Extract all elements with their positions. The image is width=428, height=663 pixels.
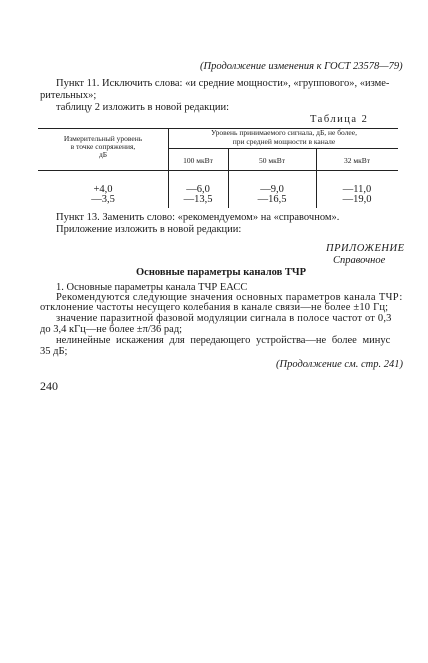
table-cell: +4,0 (93, 184, 113, 195)
body-line-5: до 3,4 кГц—не более ±π/36 рад; (40, 324, 183, 335)
para13-line1: Пункт 13. Заменить слово: «рекомендуемом» на «справочном». (56, 212, 340, 223)
table-cell: —11,0 (342, 184, 372, 195)
appendix-subtitle: Справочное (333, 255, 386, 266)
group-header-line2: при средней мощности в канале (232, 137, 336, 146)
body-line-7: 35 дБ; (40, 346, 68, 357)
table-subheader-rule (168, 148, 398, 149)
para11-line2: рительных»; (40, 90, 97, 101)
body-line-3: отклонение частоты несущего колебания в канале связи—не более ±10 Гц; (40, 302, 389, 313)
appendix-title: ПРИЛОЖЕНИЕ (326, 243, 405, 254)
header-continuation: (Продолжение изменения к ГОСТ 23578—79) (200, 61, 403, 72)
table-cell: —9,0 (260, 184, 284, 195)
subheader-32mw: 32 мкВт (343, 156, 371, 165)
table-cell: —13,5 (183, 194, 213, 205)
para13-line2: Приложение изложить в новой редакции: (56, 224, 242, 235)
table-caption: Таблица 2 (310, 114, 369, 125)
para11-line3: таблицу 2 изложить в новой редакции: (56, 102, 230, 113)
col1-header-line2: в точке сопряжения, (70, 142, 136, 151)
para11-line1: Пункт 11. Исключить слова: «и средние мощности», «группового», «изме- (56, 78, 390, 89)
subheader-100mw: 100 мкВт (183, 156, 213, 165)
table-cell: —3,5 (91, 194, 115, 205)
table-header-bottom-rule (38, 170, 398, 171)
section-title: Основные параметры каналов ТЧР (136, 267, 307, 278)
body-line-6: нелинейные искажения для передающего устройства—не более минус (56, 335, 391, 346)
body-line-2: Рекомендуются следующие значения основных параметров канала ТЧР: (56, 292, 403, 303)
col1-header-line1: Измерительный уровень (63, 134, 143, 143)
table-cell: —16,5 (257, 194, 287, 205)
col1-header-line3: дБ (98, 150, 108, 159)
body-line-1: 1. Основные параметры канала ТЧР ЕАСС (56, 282, 248, 293)
group-header-line1: Уровень принимаемого сигнала, дБ, не более, (211, 128, 357, 137)
table-cell: —6,0 (186, 184, 210, 195)
page-number: 240 (40, 379, 58, 393)
table-cell: —19,0 (342, 194, 372, 205)
body-line-4: значение паразитной фазовой модуляции сигнала в полосе частот от 0,3 (56, 313, 392, 324)
footer-continuation: (Продолжение см. стр. 241) (276, 359, 403, 370)
subheader-50mw: 50 мкВт (258, 156, 286, 165)
